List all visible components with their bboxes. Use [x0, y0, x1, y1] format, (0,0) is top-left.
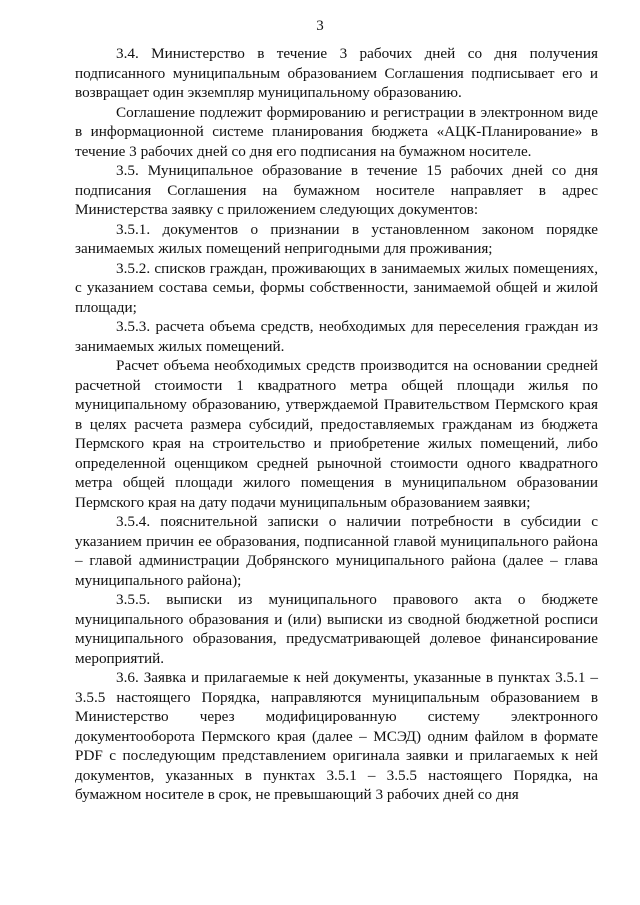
paragraph-3-5-2: 3.5.2. списков граждан, проживающих в занимаемых жилых помещениях, с указанием состава семьи, формы собственности, занимаемой общей и жилой площади;: [75, 259, 598, 316]
paragraph-3-4: 3.4. Министерство в течение 3 рабочих дней со дня получения подписанного муниципальным образованием Соглашения подписывает его и возвращает один экземпляр муниципальному образованию.: [75, 45, 598, 101]
paragraph-3-6: 3.6. Заявка и прилагаемые к ней документы, указанные в пунктах 3.5.1 – 3.5.5 настоящего Порядка, направляются муниципальным образованием в Министерство через модифицированную систему электронного документооборота Пермского края (далее – МСЭД) одним файлом в формате PDF с последующим представлением оригинала заявки и прилагаемых к ней документов, указанных в пунктах 3.5.1 – 3.5.5 настоящего Порядка, на бумажном носителе в срок, не превышающий 3 рабочих дней со дня: [75, 669, 598, 803]
paragraph-calculation: Расчет объема необходимых средств производится на основании средней расчетной стоимости 1 квадратного метра общей площади жилья по муниципальному образованию, утверждаемой Правительством Пермского края в целях расчета размера субсидий, предоставляемых гражданам из бюджета Пермского края на строительство и приобретение жилых помещений, либо определенной оценщиком средней рыночной стоимости одного квадратного метра общей площади жилого помещения в муниципальном образовании Пермского края на дату подачи муниципальным образованием заявки;: [75, 357, 598, 511]
paragraph-3-5-1: 3.5.1. документов о признании в установленном законом порядке занимаемых жилых помещений непригодными для проживания;: [75, 220, 598, 257]
paragraph-3-5-4: 3.5.4. пояснительной записки о наличии потребности в субсидии с указанием причин ее образования, подписанной главой муниципального района – главой администрации Добрянского муниципального района (далее – глава муниципального района);: [75, 513, 598, 589]
paragraph-3-5-3: 3.5.3. расчета объема средств, необходимых для переселения граждан из занимаемых жилых помещений.: [75, 318, 598, 355]
page-number: 3: [316, 18, 324, 34]
paragraph-3-5: 3.5. Муниципальное образование в течение 15 рабочих дней со дня подписания Соглашения на бумажном носителе направляет в адрес Министерства заявку с приложением следующих документов:: [75, 162, 598, 218]
document-body: [75, 44, 598, 805]
paragraph-3-5-5: 3.5.5. выписки из муниципального правового акта о бюджете муниципального образования и (или) выписки из сводной бюджетной росписи муниципального образования, предусматривающей долевое финансирование мероприятий.: [75, 591, 598, 667]
paragraph-agreement-registration: Соглашение подлежит формированию и регистрации в электронном виде в информационной системе планирования бюджета «АЦК-Планирование» в течение 3 рабочих дней со дня его подписания на бумажном носителе.: [75, 103, 598, 160]
